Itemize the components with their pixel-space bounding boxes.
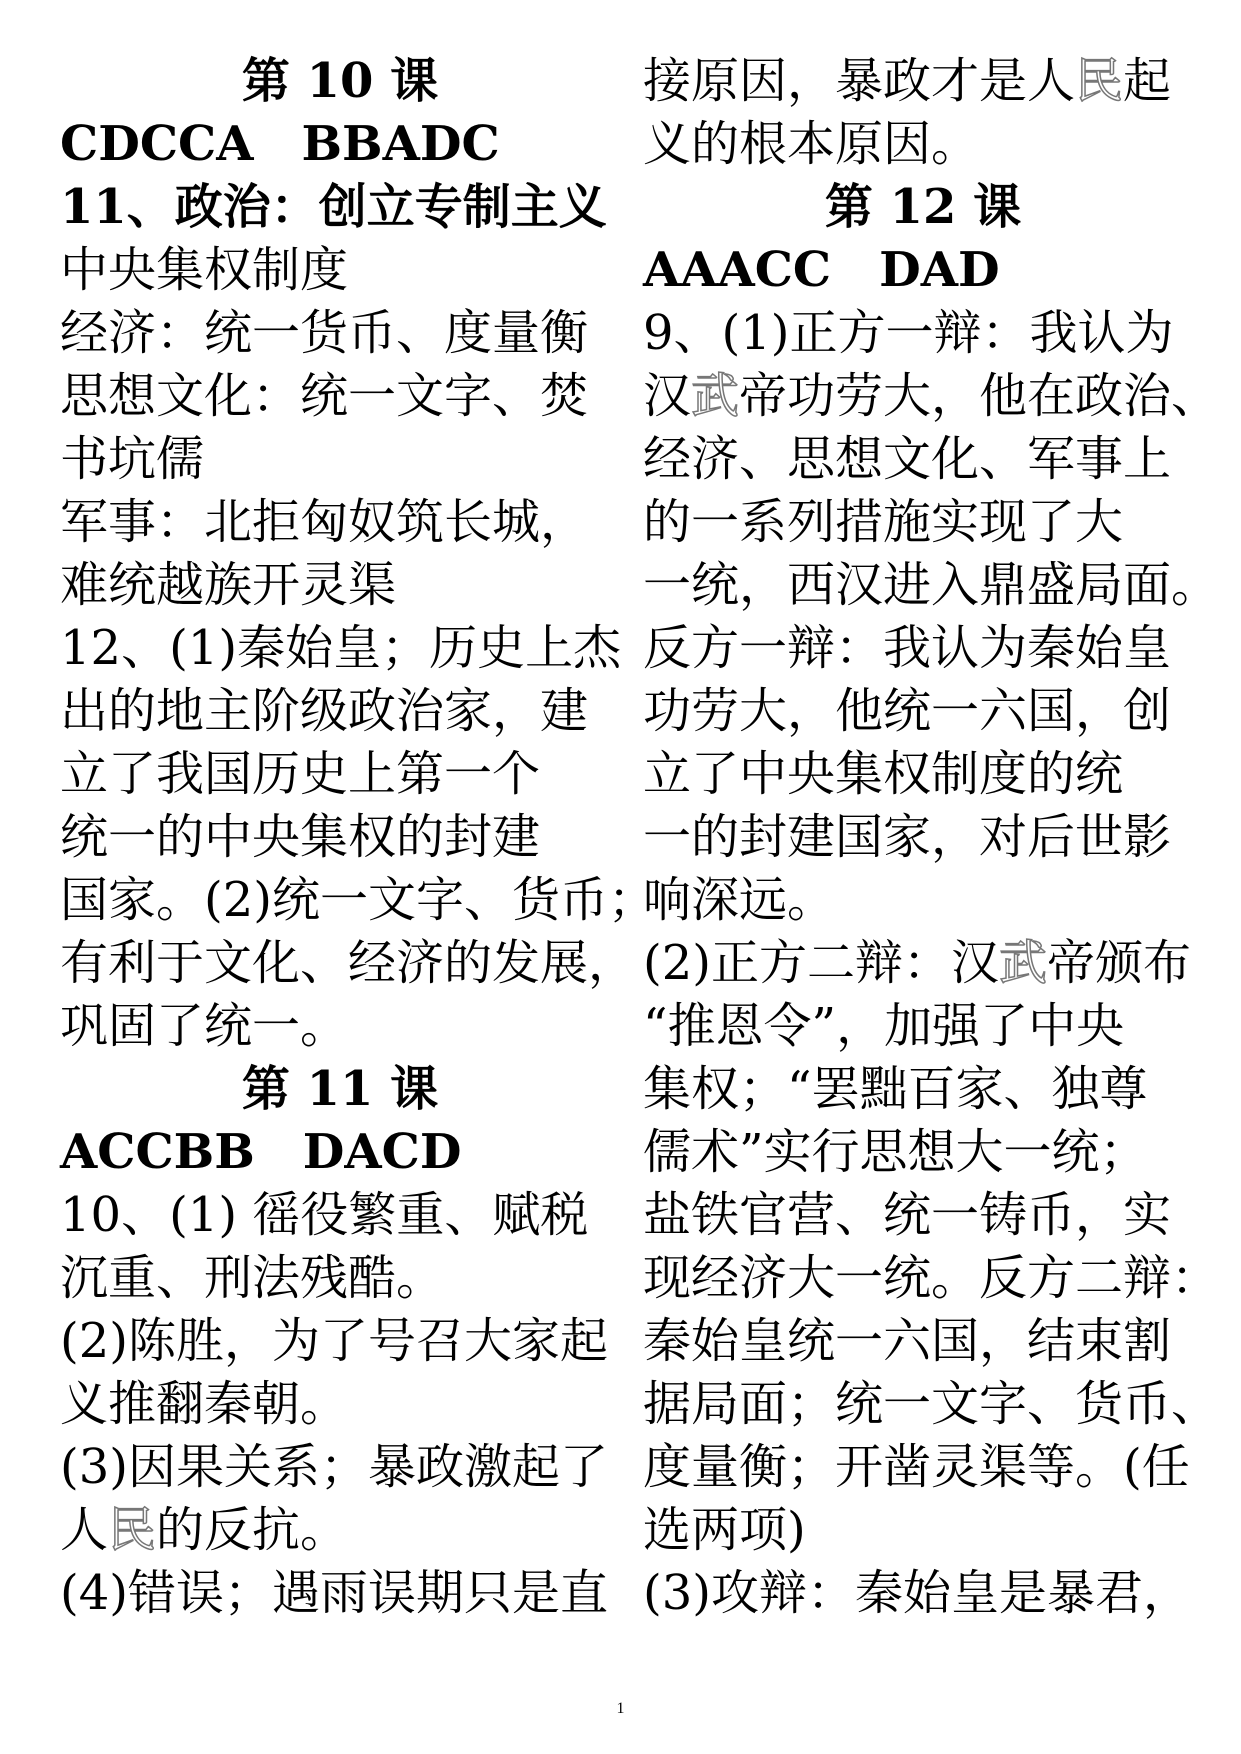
left-column-line [60, 1121, 620, 1184]
line-text: 第 11 课 [241, 1061, 439, 1117]
left-column-line [60, 176, 620, 239]
line-text: 一统，西汉进入鼎盛局面。 [643, 557, 1220, 613]
outlined-character: 民 [1075, 53, 1124, 109]
right-column-line [643, 1562, 1203, 1625]
right-column-line [643, 554, 1220, 617]
right-column-line [643, 302, 1203, 365]
line-text: 11、政治：创立专制主义 [60, 179, 607, 235]
left-column-line [60, 1499, 620, 1562]
line-text: ACCBB DACD [60, 1124, 462, 1180]
line-text: 秦始皇统一六国，结束割 [643, 1313, 1172, 1369]
line-text: 经济、思想文化、军事上 [643, 431, 1172, 487]
line-text: 现经济大一统。反方二辩： [643, 1250, 1220, 1306]
line-text: 汉 [643, 368, 692, 424]
line-text: (2)陈胜，为了号召大家起 [60, 1313, 608, 1369]
line-text: 经济：统一货币、度量衡 [60, 305, 589, 361]
left-column-line [60, 491, 620, 554]
line-text: 儒术”实行思想大一统； [643, 1124, 1148, 1180]
left-column [60, 50, 656, 1625]
line-text: 立了我国历史上第一个 [60, 746, 541, 802]
right-column-line [643, 869, 1203, 932]
page-number: 1 [616, 1700, 625, 1717]
right-column-line [643, 1310, 1203, 1373]
line-text: AAACC DAD [643, 242, 1000, 298]
right-column-line [643, 932, 1203, 995]
line-text: 选两项) [643, 1502, 806, 1558]
line-text: 国家。(2)统一文字、货币； [60, 872, 656, 928]
right-column-line [643, 365, 1220, 428]
line-text: 第 10 课 [241, 53, 439, 109]
line-text: CDCCA BBADC [60, 116, 500, 172]
right-column-line [643, 113, 1203, 176]
left-column-line [60, 1310, 620, 1373]
right-column-line [643, 1121, 1203, 1184]
right-column-line [643, 428, 1203, 491]
right-column-line [643, 176, 1203, 239]
right-column-line [643, 1436, 1203, 1499]
line-text: 义的根本原因。 [643, 116, 980, 172]
left-column-line [60, 1184, 620, 1247]
left-column-line [60, 302, 620, 365]
line-text: 义推翻秦朝。 [60, 1376, 349, 1432]
left-column-line [60, 617, 620, 680]
line-text: 的一系列措施实现了大 [643, 494, 1124, 550]
left-column-line [60, 995, 620, 1058]
line-text: 军事：北拒匈奴筑长城， [60, 494, 589, 550]
right-column-line [643, 1184, 1203, 1247]
left-column-line [60, 869, 656, 932]
left-column-line [60, 1247, 620, 1310]
outlined-character: 民 [108, 1502, 157, 1558]
left-column-line [60, 239, 620, 302]
line-text: 出的地主阶级政治家，建 [60, 683, 589, 739]
outlined-character: 武 [691, 368, 740, 424]
line-text: 巩固了统一。 [60, 998, 349, 1054]
right-column-line [643, 680, 1203, 743]
left-column-line [60, 806, 620, 869]
line-text-continued: 帝功劳大，他在政治、 [739, 368, 1220, 424]
left-column-line [60, 680, 620, 743]
line-text: 据局面；统一文字、货币、 [643, 1376, 1220, 1432]
line-text: 接原因，暴政才是人 [643, 53, 1076, 109]
left-column-line [60, 554, 620, 617]
right-column [643, 50, 1220, 1625]
right-column-line [643, 239, 1203, 302]
line-text: 盐铁官营、统一铸币，实 [643, 1187, 1172, 1243]
line-text: 思想文化：统一文字、焚 [60, 368, 589, 424]
left-column-line [60, 365, 620, 428]
line-text: 9、(1)正方一辩：我认为 [643, 305, 1174, 361]
right-column-line [643, 1058, 1203, 1121]
left-column-line [60, 50, 620, 113]
outlined-character: 武 [999, 935, 1048, 991]
left-column-line [60, 113, 620, 176]
right-column-line [643, 743, 1203, 806]
left-column-line [60, 743, 620, 806]
left-column-line [60, 428, 620, 491]
line-text: (3)攻辩：秦始皇是暴君， [643, 1565, 1191, 1621]
left-column-line [60, 1058, 620, 1121]
line-text: 度量衡；开凿灵渠等。(任 [643, 1439, 1190, 1495]
line-text: 统一的中央集权的封建 [60, 809, 541, 865]
right-column-line [643, 1247, 1220, 1310]
line-text: 书坑儒 [60, 431, 205, 487]
line-text-continued: 帝颁布 [1047, 935, 1192, 991]
line-text-continued: 的反抗。 [156, 1502, 349, 1558]
line-text: 沉重、刑法残酷。 [60, 1250, 445, 1306]
right-column-line [643, 1373, 1220, 1436]
line-text: 响深远。 [643, 872, 836, 928]
right-column-line [643, 50, 1203, 113]
line-text: 10、(1) 徭役繁重、赋税 [60, 1187, 589, 1243]
left-column-line [60, 1373, 620, 1436]
line-text: 难统越族开灵渠 [60, 557, 397, 613]
right-column-line [643, 491, 1203, 554]
right-column-line [643, 806, 1203, 869]
line-text: 反方一辩：我认为秦始皇 [643, 620, 1172, 676]
left-column-line [60, 1436, 620, 1499]
left-column-line [60, 932, 637, 995]
line-text: 有利于文化、经济的发展， [60, 935, 637, 991]
line-text: 功劳大，他统一六国，创 [643, 683, 1172, 739]
line-text-continued: 起 [1123, 53, 1172, 109]
line-text: 一的封建国家，对后世影 [643, 809, 1172, 865]
line-text: 立了中央集权制度的统 [643, 746, 1124, 802]
line-text: 集权；“罢黜百家、独尊 [643, 1061, 1148, 1117]
line-text: (3)因果关系；暴政激起了 [60, 1439, 608, 1495]
line-text: 12、(1)秦始皇；历史上杰 [60, 620, 622, 676]
right-column-line [643, 617, 1203, 680]
left-column-line [60, 1562, 620, 1625]
line-text: 第 12 课 [824, 179, 1022, 235]
line-text: 中央集权制度 [60, 242, 349, 298]
line-text: (2)正方二辩：汉 [643, 935, 999, 991]
line-text: 人 [60, 1502, 109, 1558]
right-column-line [643, 1499, 1203, 1562]
right-column-line [643, 995, 1203, 1058]
line-text: “推恩令”，加强了中央 [643, 998, 1125, 1054]
line-text: (4)错误；遇雨误期只是直 [60, 1565, 608, 1621]
